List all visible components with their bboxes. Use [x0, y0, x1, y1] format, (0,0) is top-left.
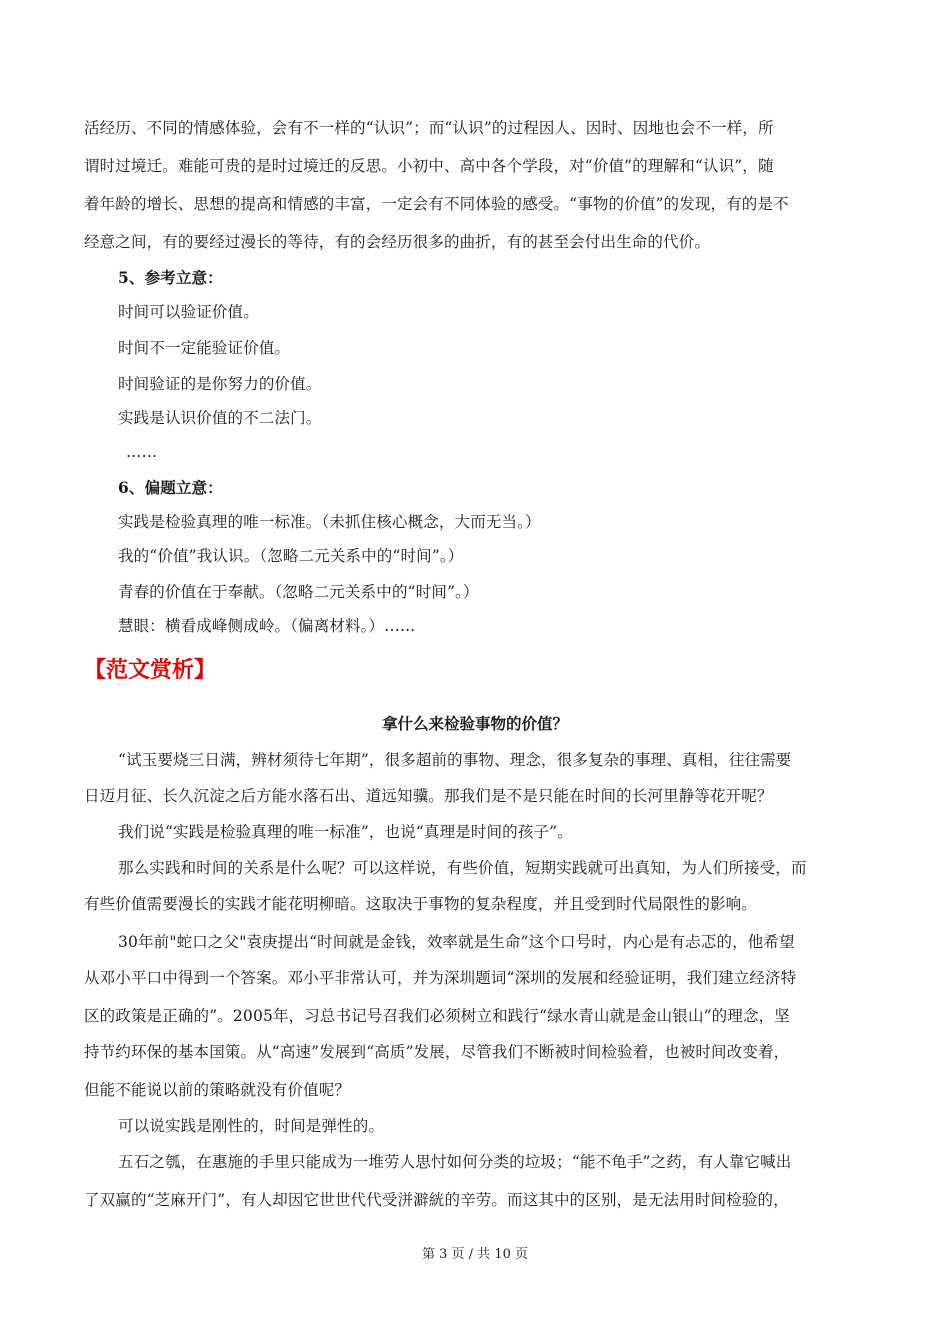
section6-item-2: 我的“价值”我认识。（忽略二元关系中的“时间”。）: [118, 547, 464, 565]
essay-line-6: 30年前"蛇口之父"袁庚提出“时间就是金钱，效率就是生命”这个口号时，内心是有忐忑的，他希望: [118, 933, 795, 951]
section5-item-2: 时间不一定能验证价值。: [118, 339, 291, 357]
section5-title: 5、参考立意：: [118, 268, 223, 287]
essay-line-2: 日迈月征、长久沉淀之后方能水落石出、道远知骥。那我们是不是只能在时间的长河里静等花开呢？: [84, 787, 773, 805]
section6-item-3: 青春的价值在于奉献。（忽略二元关系中的“时间”。）: [118, 583, 479, 601]
section5-item-3: 时间验证的是你努力的价值。: [118, 375, 322, 393]
essay-line-11: 可以说实践是刚性的，时间是弹性的。: [118, 1117, 385, 1135]
essay-line-7: 从邓小平口中得到一个答案。邓小平非常认可，并为深圳题词“深圳的发展和经验证明，我们建立经济特: [84, 969, 797, 987]
page-footer: 第 3 页 / 共 10 页: [422, 1247, 528, 1262]
essay-line-1: “试玉要烧三日满，辨材须待七年期”，很多超前的事物、理念，很多复杂的事理、真相，往往需要: [118, 751, 792, 769]
section6-item-4: 慧眼：横看成峰侧成岭。（偏离材料。）……: [118, 617, 416, 635]
section6-item-1: 实践是检验真理的唯一标准。（未抓住核心概念，大而无当。）: [118, 513, 541, 531]
intro-line-2: 谓时过境迁。难能可贵的是时过境迁的反思。小初中、高中各个学段，对“价值”的理解和“认识”，随: [84, 157, 774, 175]
essay-line-8: 区的政策是正确的”。2005年，习总书记号召我们必须树立和践行“绿水青山就是金山银山”的理念，坚: [84, 1007, 790, 1025]
section5-item-4: 实践是认识价值的不二法门。: [118, 409, 322, 427]
intro-line-1: 活经历、不同的情感体验，会有不一样的“认识”；而“认识”的过程因人、因时、因地也会不一样，所: [84, 119, 774, 137]
section5-item-1: 时间可以验证价值。: [118, 303, 259, 321]
essay-line-13: 了双赢的“芝麻开门”，有人却因它世世代代受洴澼絖的辛劳。而这其中的区别，是无法用时间检验的，: [84, 1191, 789, 1209]
intro-line-4: 经意之间，有的要经过漫长的等待，有的会经历很多的曲折，有的甚至会付出生命的代价。: [84, 233, 711, 251]
essay-line-12: 五石之瓠，在惠施的手里只能成为一堆劳人思忖如何分类的垃圾；“能不龟手”之药，有人靠它喊出: [118, 1153, 792, 1171]
section5-ellipsis: ……: [126, 443, 158, 461]
model-essay-heading: 【范文赏析】: [84, 658, 217, 683]
intro-line-3: 着年龄的增长、思想的提高和情感的丰富，一定会有不同体验的感受。“事物的价值”的发现，有的是不: [84, 195, 789, 213]
essay-line-5: 有些价值需要漫长的实践才能花明柳暗。这取决于事物的复杂程度，并且受到时代局限性的影响。: [84, 895, 757, 913]
essay-line-9: 持节约环保的基本国策。从“高速”发展到“高质”发展，尽管我们不断被时间检验着，也被时间改变着，: [84, 1043, 790, 1061]
essay-line-10: 但能不能说以前的策略就没有价值呢？: [84, 1081, 351, 1099]
essay-line-4: 那么实践和时间的关系是什么呢？可以这样说，有些价值，短期实践就可出真知，为人们所接受，而: [118, 859, 807, 877]
section6-title: 6、偏题立意：: [118, 478, 223, 497]
essay-title: 拿什么来检验事物的价值？: [381, 714, 568, 733]
essay-line-3: 我们说“实践是检验真理的唯一标准”，也说“真理是时间的孩子”。: [118, 823, 573, 841]
